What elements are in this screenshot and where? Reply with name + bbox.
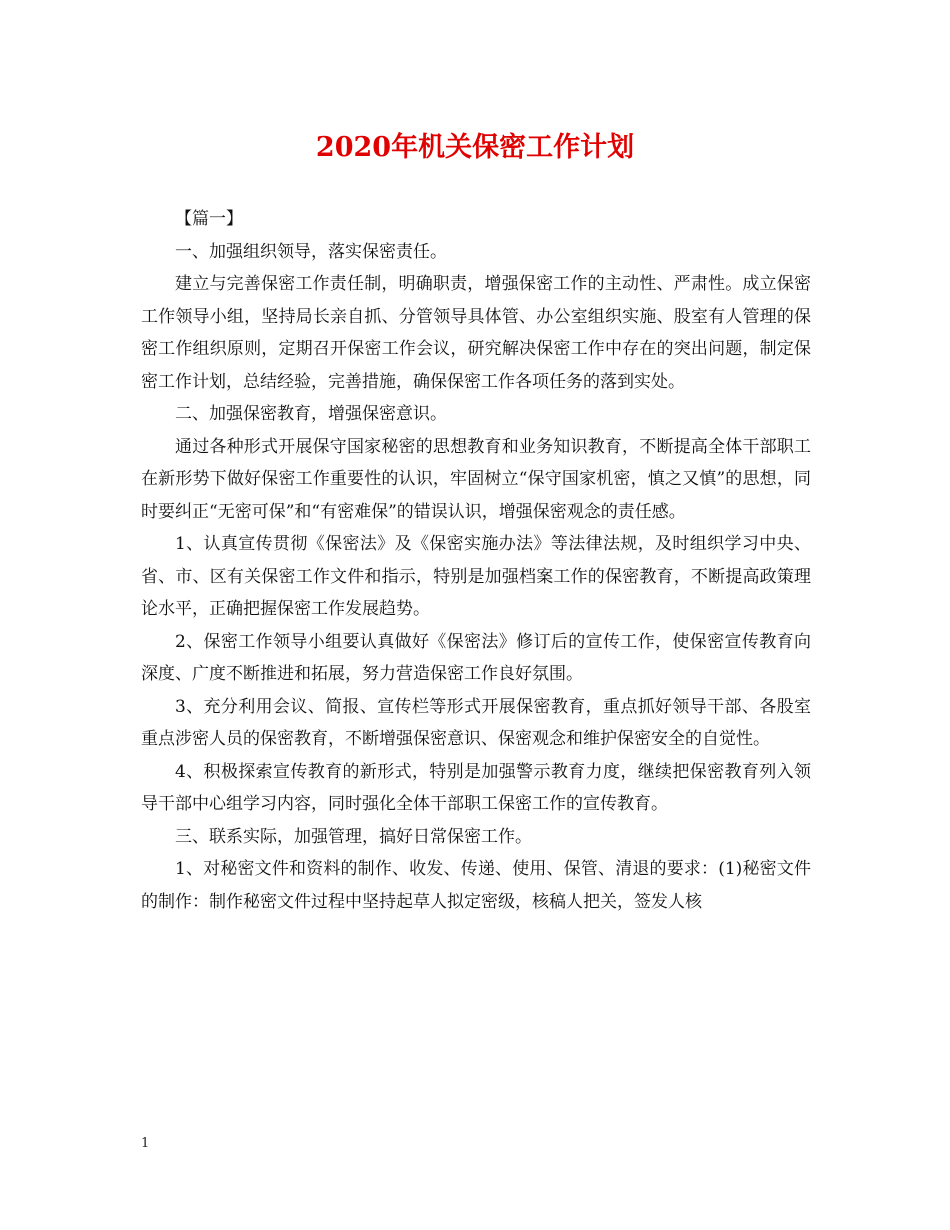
paragraph-heading-2: 二、加强保密教育，增强保密意识。 xyxy=(175,404,447,424)
paragraph-list-item: 1、认真宣传贯彻《保密法》及《保密实施办法》等法律法规，及时组织学习中央、省、市、区有关保密工作文件和指示，特别是加强档案工作的保密教育，不断提高政策理论水平，正确把握保密工作发展趋势。 xyxy=(141,534,811,619)
paragraph-heading-1: 一、加强组织领导，落实保密责任。 xyxy=(175,241,447,262)
paragraph-list-item: 2、保密工作领导小组要认真做好《保密法》修订后的宣传工作，使保密宣传教育向深度、广度不断推进和拓展，努力营造保密工作良好氛围。 xyxy=(141,631,811,684)
document-title: 2020年机关保密工作计划 xyxy=(315,132,635,163)
document-body xyxy=(141,203,811,918)
paragraph-list-item: 3、充分利用会议、简报、宣传栏等形式开展保密教育，重点抓好领导干部、各股室重点涉密人员的保密教育，不断增强保密意识、保密观念和维护保密安全的自觉性。 xyxy=(141,696,811,749)
paragraph-list-item: 4、积极探索宣传教育的新形式，特别是加强警示教育力度，继续把保密教育列入领导干部中心组学习内容，同时强化全体干部职工保密工作的宣传教育。 xyxy=(141,761,811,814)
paragraph-heading-3: 三、联系实际，加强管理，搞好日常保密工作。 xyxy=(175,826,532,847)
paragraph-section-tag: 【篇一】 xyxy=(175,209,243,229)
paragraph-body: 建立与完善保密工作责任制，明确职责，增强保密工作的主动性、严肃性。成立保密工作领导小组，坚持局长亲自抓、分管领导具体管、办公室组织实施、股室有人管理的保密工作组织原则，定期召开保密工作会议，研究解决保密工作中存在的突出问题，制定保密工作计划，总结经验，完善措施，确保保密工作各项任务的落到实处。 xyxy=(141,274,811,392)
paragraph-list-item: 1、对秘密文件和资料的制作、收发、传递、使用、保管、清退的要求：(1)秘密文件的制作：制作秘密文件过程中坚持起草人拟定密级，核稿人把关，签发人核 xyxy=(141,859,811,912)
page-number: 1 xyxy=(141,1136,150,1151)
paragraph-body: 通过各种形式开展保守国家秘密的思想教育和业务知识教育，不断提高全体干部职工在新形势下做好保密工作重要性的认识，牢固树立“保守国家机密，慎之又慎”的思想，同时要纠正“无密可保”和“有密难保”的错误认识，增强保密观念的责任感。 xyxy=(141,436,811,522)
